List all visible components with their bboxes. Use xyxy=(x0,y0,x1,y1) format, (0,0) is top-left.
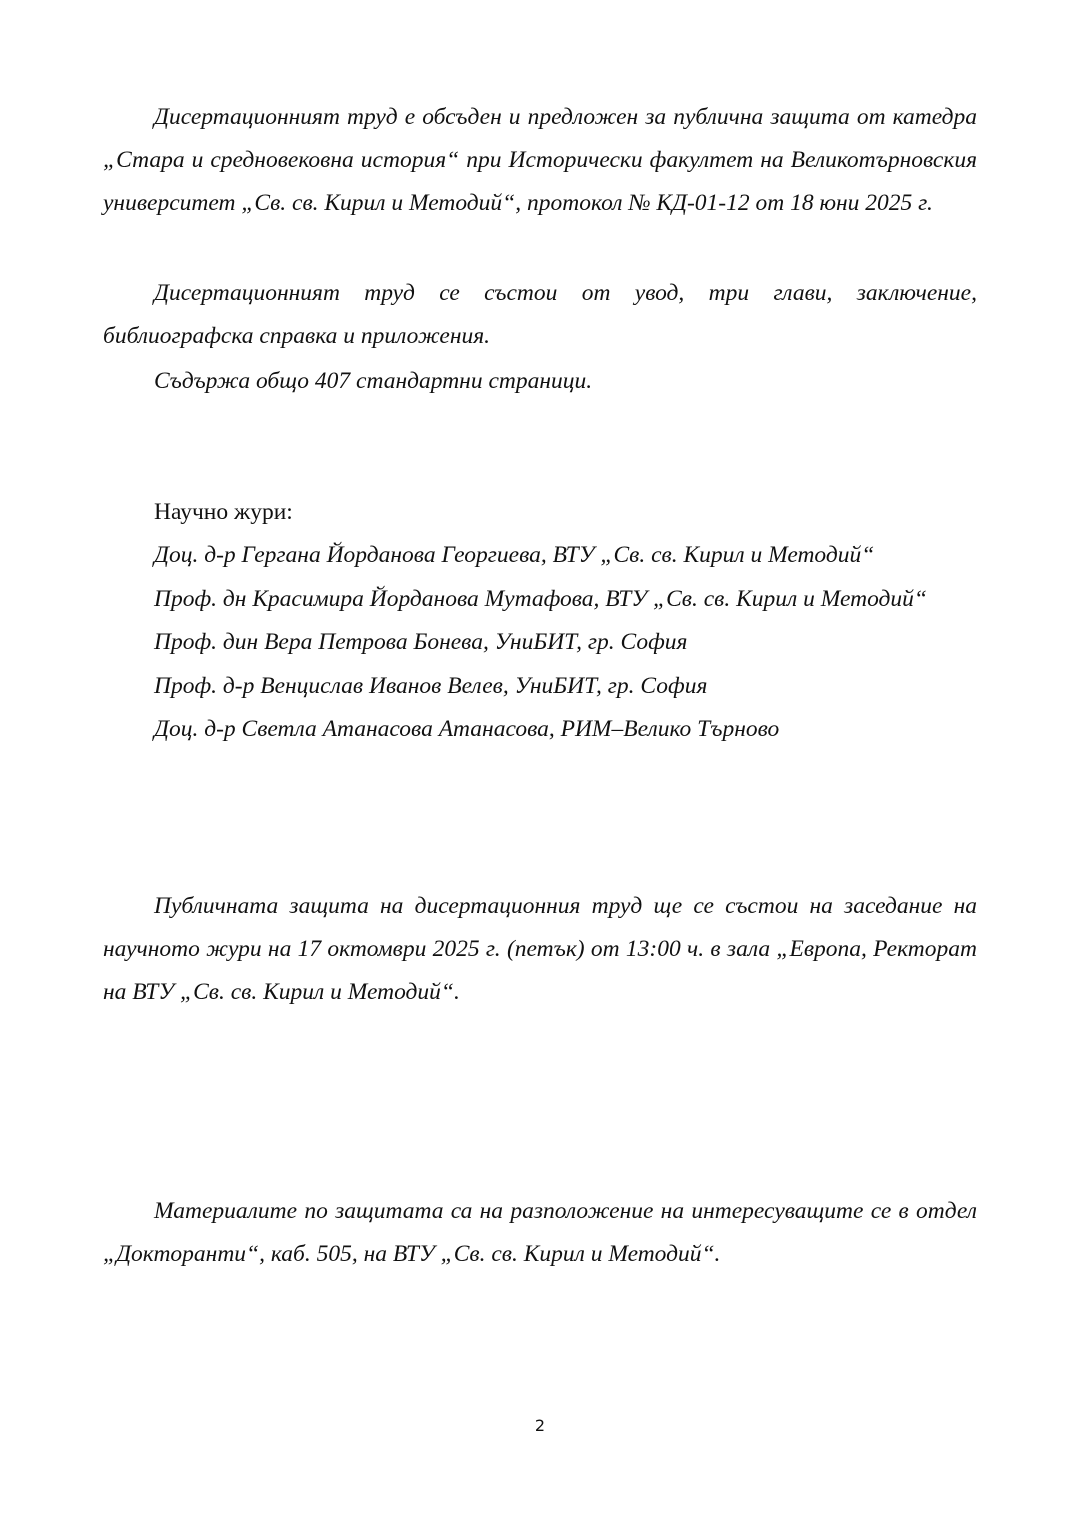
jury-member: Проф. дн Красимира Йорданова Мутафова, ВТУ „Св. св. Кирил и Методий“ xyxy=(154,586,927,612)
materials-paragraph: Материалите по защитата са на разположение на интересуващите се в отдел „Докторанти“, каб. 505, на ВТУ „Св. св. Кирил и Методий“. xyxy=(103,1198,977,1267)
page-number: 2 xyxy=(534,1416,546,1435)
defense-paragraph: Публичната защита на дисертационния труд ще се състои на заседание на научното жури на 17 октомври 2025 г. (петък) от 13:00 ч. в зала „Европа, Ректорат на ВТУ „Св. св. Кирил и Методий“. xyxy=(103,893,977,1005)
jury-member: Доц. д-р Светла Атанасова Атанасова, РИМ–Велико Търново xyxy=(154,716,780,742)
jury-member: Доц. д-р Гергана Йорданова Георгиева, ВТУ „Св. св. Кирил и Методий“ xyxy=(154,542,875,568)
jury-member: Проф. д-р Венцислав Иванов Велев, УниБИТ, гр. София xyxy=(154,673,708,699)
page-count-line: Съдържа общо 407 стандартни страници. xyxy=(154,368,593,394)
structure-paragraph: Дисертационният труд се състои от увод, три глави, заключение, библиографска справка и приложения. xyxy=(103,280,977,349)
jury-member: Проф. дин Вера Петрова Бонева, УниБИТ, гр. София xyxy=(154,629,688,655)
approval-paragraph: Дисертационният труд е обсъден и предложен за публична защита от катедра „Стара и средновековна история“ при Исторически факултет на Великотърновския университет „Св. св. Кирил и Методий“, протокол № КД-01-12 от 18 юни 2025 г. xyxy=(103,104,977,216)
jury-heading: Научно жури: xyxy=(154,499,293,525)
